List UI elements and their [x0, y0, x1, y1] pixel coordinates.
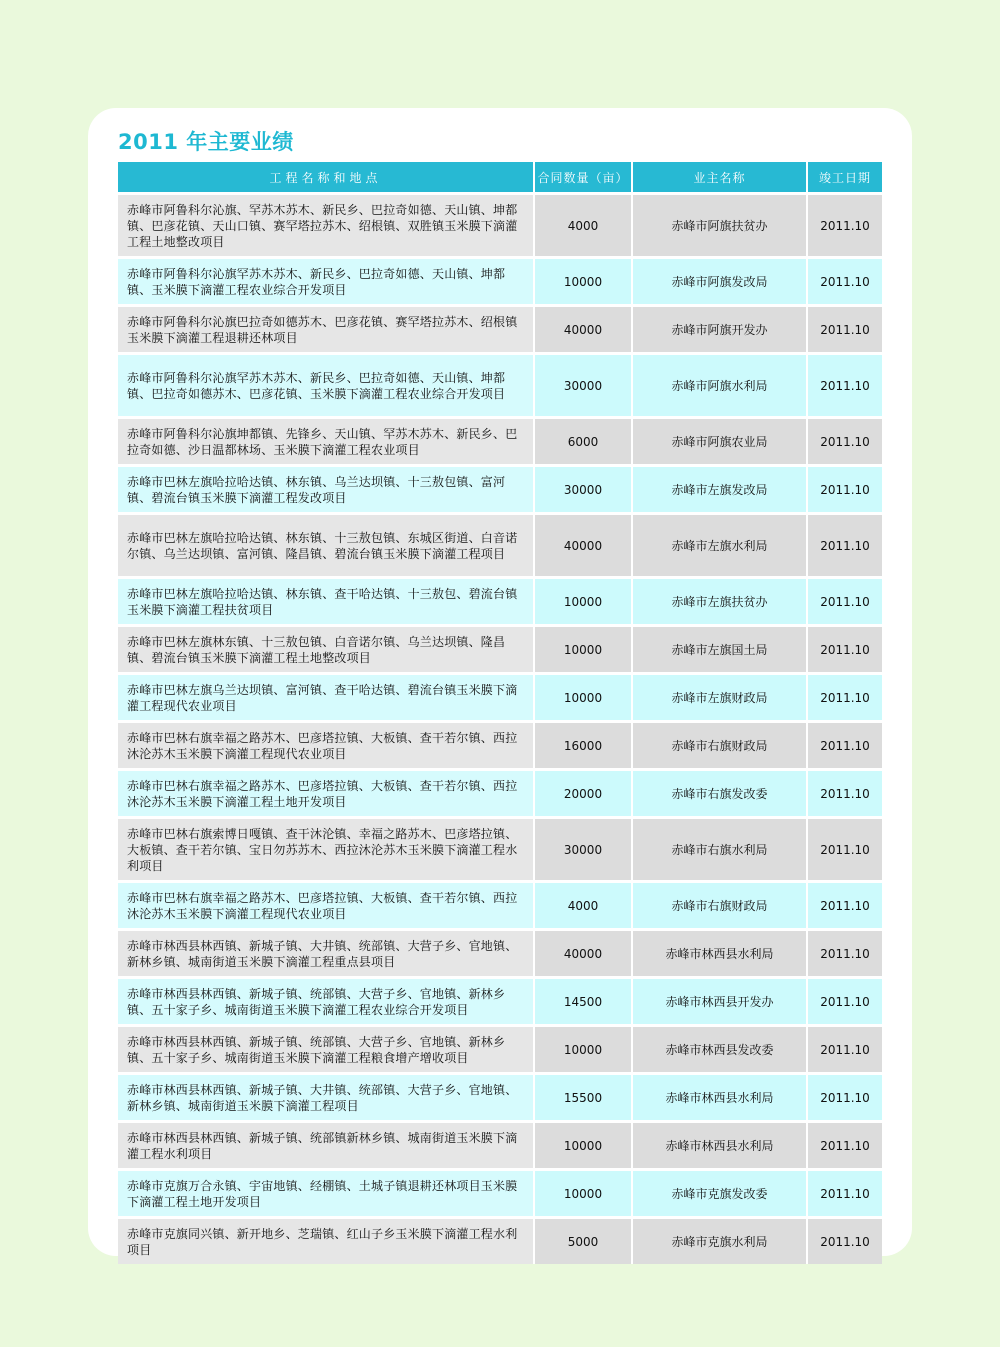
table-row — [118, 514, 882, 578]
owner-name-cell: 赤峰市阿旗扶贫办 — [632, 194, 807, 258]
contract-area-cell: 20000 — [534, 770, 632, 818]
project-name-cell: 赤峰市阿鲁科尔沁旗罕苏木苏木、新民乡、巴拉奇如德、天山镇、坤都镇、巴拉奇如德苏木、巴彦花镇、玉米膜下滴灌工程农业综合开发项目 — [118, 354, 534, 418]
contract-area-cell: 30000 — [534, 466, 632, 514]
table-row — [118, 770, 882, 818]
completion-date-cell: 2011.10 — [807, 1170, 882, 1218]
completion-date-cell: 2011.10 — [807, 770, 882, 818]
contract-area-cell: 5000 — [534, 1218, 632, 1265]
completion-date-cell: 2011.10 — [807, 626, 882, 674]
project-name-cell: 赤峰市阿鲁科尔沁旗巴拉奇如德苏木、巴彦花镇、赛罕塔拉苏木、绍根镇玉米膜下滴灌工程退耕还林项目 — [118, 306, 534, 354]
owner-name-cell: 赤峰市右旗水利局 — [632, 818, 807, 882]
owner-name-cell: 赤峰市阿旗农业局 — [632, 418, 807, 466]
project-name-cell: 赤峰市林西县林西镇、新城子镇、统部镇、大营子乡、官地镇、新林乡镇、五十家子乡、城南街道玉米膜下滴灌工程农业综合开发项目 — [118, 978, 534, 1026]
project-name-cell: 赤峰市林西县林西镇、新城子镇、统部镇、大营子乡、官地镇、新林乡镇、五十家子乡、城南街道玉米膜下滴灌工程粮食增产增收项目 — [118, 1026, 534, 1074]
completion-date-cell: 2011.10 — [807, 1218, 882, 1265]
contract-area-cell: 30000 — [534, 354, 632, 418]
owner-name-cell: 赤峰市右旗发改委 — [632, 770, 807, 818]
project-name-cell: 赤峰市阿鲁科尔沁旗坤都镇、先锋乡、天山镇、罕苏木苏木、新民乡、巴拉奇如德、沙日温都林场、玉米膜下滴灌工程农业项目 — [118, 418, 534, 466]
completion-date-cell: 2011.10 — [807, 882, 882, 930]
table-row — [118, 930, 882, 978]
contract-area-cell: 10000 — [534, 578, 632, 626]
project-name-cell: 赤峰市林西县林西镇、新城子镇、统部镇新林乡镇、城南街道玉米膜下滴灌工程水利项目 — [118, 1122, 534, 1170]
project-name-cell: 赤峰市巴林右旗幸福之路苏木、巴彦塔拉镇、大板镇、查干若尔镇、西拉沐沦苏木玉米膜下滴灌工程现代农业项目 — [118, 882, 534, 930]
project-name-cell: 赤峰市林西县林西镇、新城子镇、大井镇、统部镇、大营子乡、官地镇、新林乡镇、城南街道玉米膜下滴灌工程项目 — [118, 1074, 534, 1122]
table-row — [118, 882, 882, 930]
contract-area-cell: 10000 — [534, 674, 632, 722]
project-name-cell: 赤峰市巴林左旗哈拉哈达镇、林东镇、十三敖包镇、东城区街道、白音诺尔镇、乌兰达坝镇、富河镇、隆昌镇、碧流台镇玉米膜下滴灌工程项目 — [118, 514, 534, 578]
completion-date-cell: 2011.10 — [807, 978, 882, 1026]
contract-area-cell: 10000 — [534, 1170, 632, 1218]
contract-area-cell: 10000 — [534, 1026, 632, 1074]
project-name-cell: 赤峰市巴林左旗乌兰达坝镇、富河镇、查干哈达镇、碧流台镇玉米膜下滴灌工程现代农业项目 — [118, 674, 534, 722]
project-name-cell: 赤峰市克旗同兴镇、新开地乡、芝瑞镇、红山子乡玉米膜下滴灌工程水利项目 — [118, 1218, 534, 1265]
table-body — [118, 194, 882, 1265]
contract-area-cell: 14500 — [534, 978, 632, 1026]
table-row — [118, 306, 882, 354]
contract-area-cell: 40000 — [534, 930, 632, 978]
header-project: 工程名称和地点 — [118, 162, 534, 194]
completion-date-cell: 2011.10 — [807, 258, 882, 306]
header-area: 合同数量（亩） — [534, 162, 632, 194]
project-name-cell: 赤峰市巴林右旗索博日嘎镇、查干沐沦镇、幸福之路苏木、巴彦塔拉镇、大板镇、查干若尔镇、宝日勿苏苏木、西拉沐沦苏木玉米膜下滴灌工程水利项目 — [118, 818, 534, 882]
owner-name-cell: 赤峰市右旗财政局 — [632, 722, 807, 770]
project-name-cell: 赤峰市巴林右旗幸福之路苏木、巴彦塔拉镇、大板镇、查干若尔镇、西拉沐沦苏木玉米膜下滴灌工程土地开发项目 — [118, 770, 534, 818]
table-row — [118, 1218, 882, 1265]
table-row — [118, 466, 882, 514]
performance-table — [118, 162, 882, 1264]
completion-date-cell: 2011.10 — [807, 1122, 882, 1170]
completion-date-cell: 2011.10 — [807, 1026, 882, 1074]
owner-name-cell: 赤峰市阿旗开发办 — [632, 306, 807, 354]
owner-name-cell: 赤峰市左旗扶贫办 — [632, 578, 807, 626]
project-name-cell: 赤峰市巴林左旗哈拉哈达镇、林东镇、查干哈达镇、十三敖包、碧流台镇玉米膜下滴灌工程扶贫项目 — [118, 578, 534, 626]
table-row — [118, 194, 882, 258]
table-row — [118, 1122, 882, 1170]
contract-area-cell: 16000 — [534, 722, 632, 770]
completion-date-cell: 2011.10 — [807, 578, 882, 626]
owner-name-cell: 赤峰市阿旗水利局 — [632, 354, 807, 418]
contract-area-cell: 10000 — [534, 258, 632, 306]
table-row — [118, 1026, 882, 1074]
contract-area-cell: 6000 — [534, 418, 632, 466]
header-owner: 业主名称 — [632, 162, 807, 194]
contract-area-cell: 4000 — [534, 882, 632, 930]
table-row — [118, 354, 882, 418]
project-name-cell: 赤峰市克旗万合永镇、宇宙地镇、经棚镇、土城子镇退耕还林项目玉米膜下滴灌工程土地开发项目 — [118, 1170, 534, 1218]
completion-date-cell: 2011.10 — [807, 306, 882, 354]
completion-date-cell: 2011.10 — [807, 466, 882, 514]
table-row — [118, 418, 882, 466]
table-row — [118, 1170, 882, 1218]
owner-name-cell: 赤峰市克旗发改委 — [632, 1170, 807, 1218]
contract-area-cell: 40000 — [534, 306, 632, 354]
contract-area-cell: 4000 — [534, 194, 632, 258]
table-row — [118, 978, 882, 1026]
table-row — [118, 818, 882, 882]
contract-area-cell: 10000 — [534, 626, 632, 674]
project-name-cell: 赤峰市巴林左旗林东镇、十三敖包镇、白音诺尔镇、乌兰达坝镇、隆昌镇、碧流台镇玉米膜下滴灌工程土地整改项目 — [118, 626, 534, 674]
page-title: 2011 年主要业绩 — [118, 130, 294, 154]
completion-date-cell: 2011.10 — [807, 722, 882, 770]
completion-date-cell: 2011.10 — [807, 1074, 882, 1122]
completion-date-cell: 2011.10 — [807, 194, 882, 258]
owner-name-cell: 赤峰市林西县水利局 — [632, 1122, 807, 1170]
project-name-cell: 赤峰市阿鲁科尔沁旗、罕苏木苏木、新民乡、巴拉奇如德、天山镇、坤都镇、巴彦花镇、天山口镇、赛罕塔拉苏木、绍根镇、双胜镇玉米膜下滴灌工程土地整改项目 — [118, 194, 534, 258]
table-header-row — [118, 162, 882, 194]
table-row — [118, 1074, 882, 1122]
table-row — [118, 626, 882, 674]
header-date: 竣工日期 — [807, 162, 882, 194]
project-name-cell: 赤峰市巴林右旗幸福之路苏木、巴彦塔拉镇、大板镇、查干若尔镇、西拉沐沦苏木玉米膜下滴灌工程现代农业项目 — [118, 722, 534, 770]
completion-date-cell: 2011.10 — [807, 818, 882, 882]
project-name-cell: 赤峰市阿鲁科尔沁旗罕苏木苏木、新民乡、巴拉奇如德、天山镇、坤都镇、玉米膜下滴灌工程农业综合开发项目 — [118, 258, 534, 306]
completion-date-cell: 2011.10 — [807, 354, 882, 418]
table-row — [118, 674, 882, 722]
owner-name-cell: 赤峰市右旗财政局 — [632, 882, 807, 930]
owner-name-cell: 赤峰市林西县水利局 — [632, 930, 807, 978]
completion-date-cell: 2011.10 — [807, 674, 882, 722]
owner-name-cell: 赤峰市林西县水利局 — [632, 1074, 807, 1122]
completion-date-cell: 2011.10 — [807, 930, 882, 978]
owner-name-cell: 赤峰市克旗水利局 — [632, 1218, 807, 1265]
table-row — [118, 722, 882, 770]
completion-date-cell: 2011.10 — [807, 418, 882, 466]
owner-name-cell: 赤峰市左旗水利局 — [632, 514, 807, 578]
contract-area-cell: 10000 — [534, 1122, 632, 1170]
contract-area-cell: 15500 — [534, 1074, 632, 1122]
contract-area-cell: 40000 — [534, 514, 632, 578]
project-name-cell: 赤峰市巴林左旗哈拉哈达镇、林东镇、乌兰达坝镇、十三敖包镇、富河镇、碧流台镇玉米膜下滴灌工程发改项目 — [118, 466, 534, 514]
project-name-cell: 赤峰市林西县林西镇、新城子镇、大井镇、统部镇、大营子乡、官地镇、新林乡镇、城南街道玉米膜下滴灌工程重点县项目 — [118, 930, 534, 978]
owner-name-cell: 赤峰市左旗发改局 — [632, 466, 807, 514]
table-row — [118, 578, 882, 626]
table-row — [118, 258, 882, 306]
owner-name-cell: 赤峰市左旗国土局 — [632, 626, 807, 674]
contract-area-cell: 30000 — [534, 818, 632, 882]
completion-date-cell: 2011.10 — [807, 514, 882, 578]
owner-name-cell: 赤峰市林西县发改委 — [632, 1026, 807, 1074]
owner-name-cell: 赤峰市左旗财政局 — [632, 674, 807, 722]
owner-name-cell: 赤峰市林西县开发办 — [632, 978, 807, 1026]
owner-name-cell: 赤峰市阿旗发改局 — [632, 258, 807, 306]
